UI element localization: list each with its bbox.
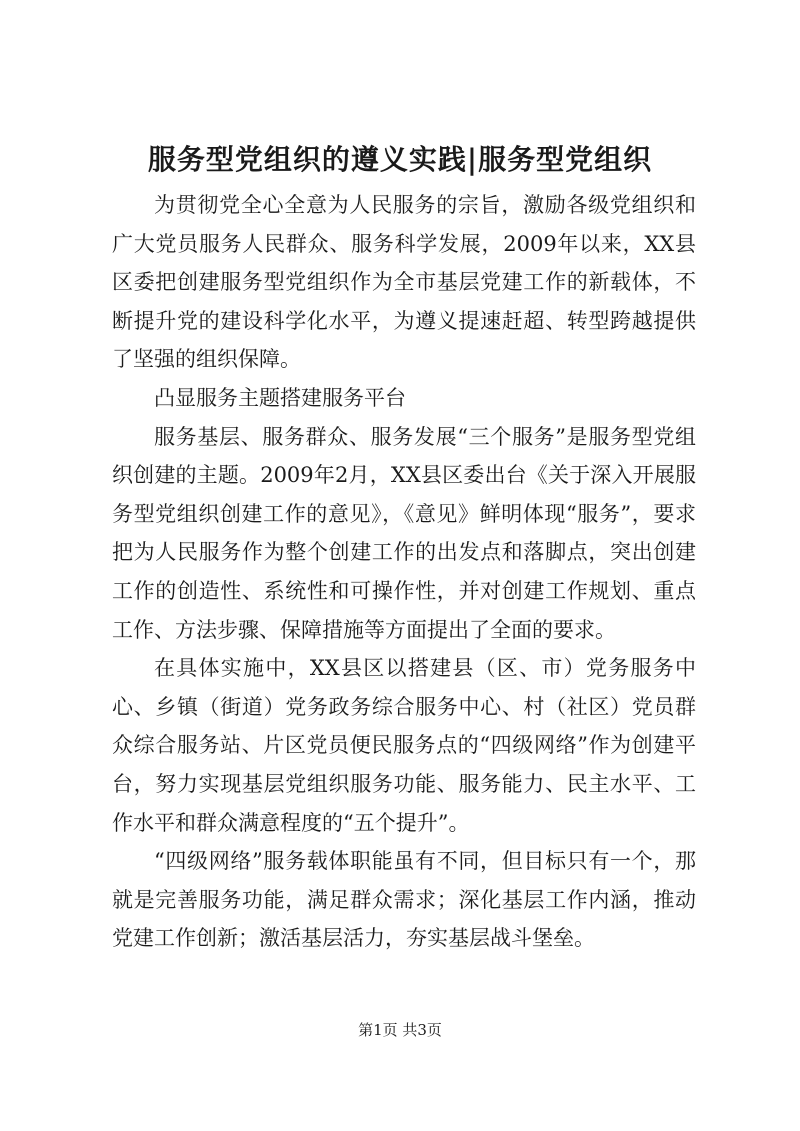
page-footer: 第1页 共3页 bbox=[358, 1021, 442, 1039]
section-heading: 凸显服务主题搭建服务平台 bbox=[154, 385, 406, 410]
document-title: 服务型党组织的遵义实践|服务型党组织 bbox=[147, 143, 653, 176]
paragraph-intro: 为贯彻党全心全意为人民服务的宗旨，激励各级党组织和广大党员服务人民群众、服务科学发展，2009年以来，XX县区委把创建服务型党组织作为全市基层党建工作的新载体，不断提升党的建设科学化水平，为遵义提速赶超、转型跨越提供了坚强的组织保障。 bbox=[112, 193, 696, 372]
paragraph-three-services: 服务基层、服务群众、服务发展“三个服务”是服务型党组织创建的主题。2009年2月，XX县区委出台《关于深入开展服务型党组织创建工作的意见》，《意见》鲜明体现“服务”，要求把为人民服务作为整个创建工作的出发点和落脚点，突出创建工作的创造性、系统性和可操作性，并对创建工作规划、重点工作、方法步骤、保障措施等方面提出了全面的要求。 bbox=[112, 424, 696, 642]
document-body bbox=[112, 186, 696, 958]
paragraph-service-goal: “四级网络”服务载体职能虽有不同，但目标只有一个，那就是完善服务功能，满足群众需求；深化基层工作内涵，推动党建工作创新；激活基层活力，夯实基层战斗堡垒。 bbox=[112, 849, 696, 951]
paragraph-four-level-network: 在具体实施中，XX县区以搭建县（区、市）党务服务中心、乡镇（街道）党务政务综合服务中心、村（社区）党员群众综合服务站、片区党员便民服务点的“四级网络”作为创建平台，努力实现基层党组织服务功能、服务能力、民主水平、工作水平和群众满意程度的“五个提升”。 bbox=[112, 656, 696, 835]
